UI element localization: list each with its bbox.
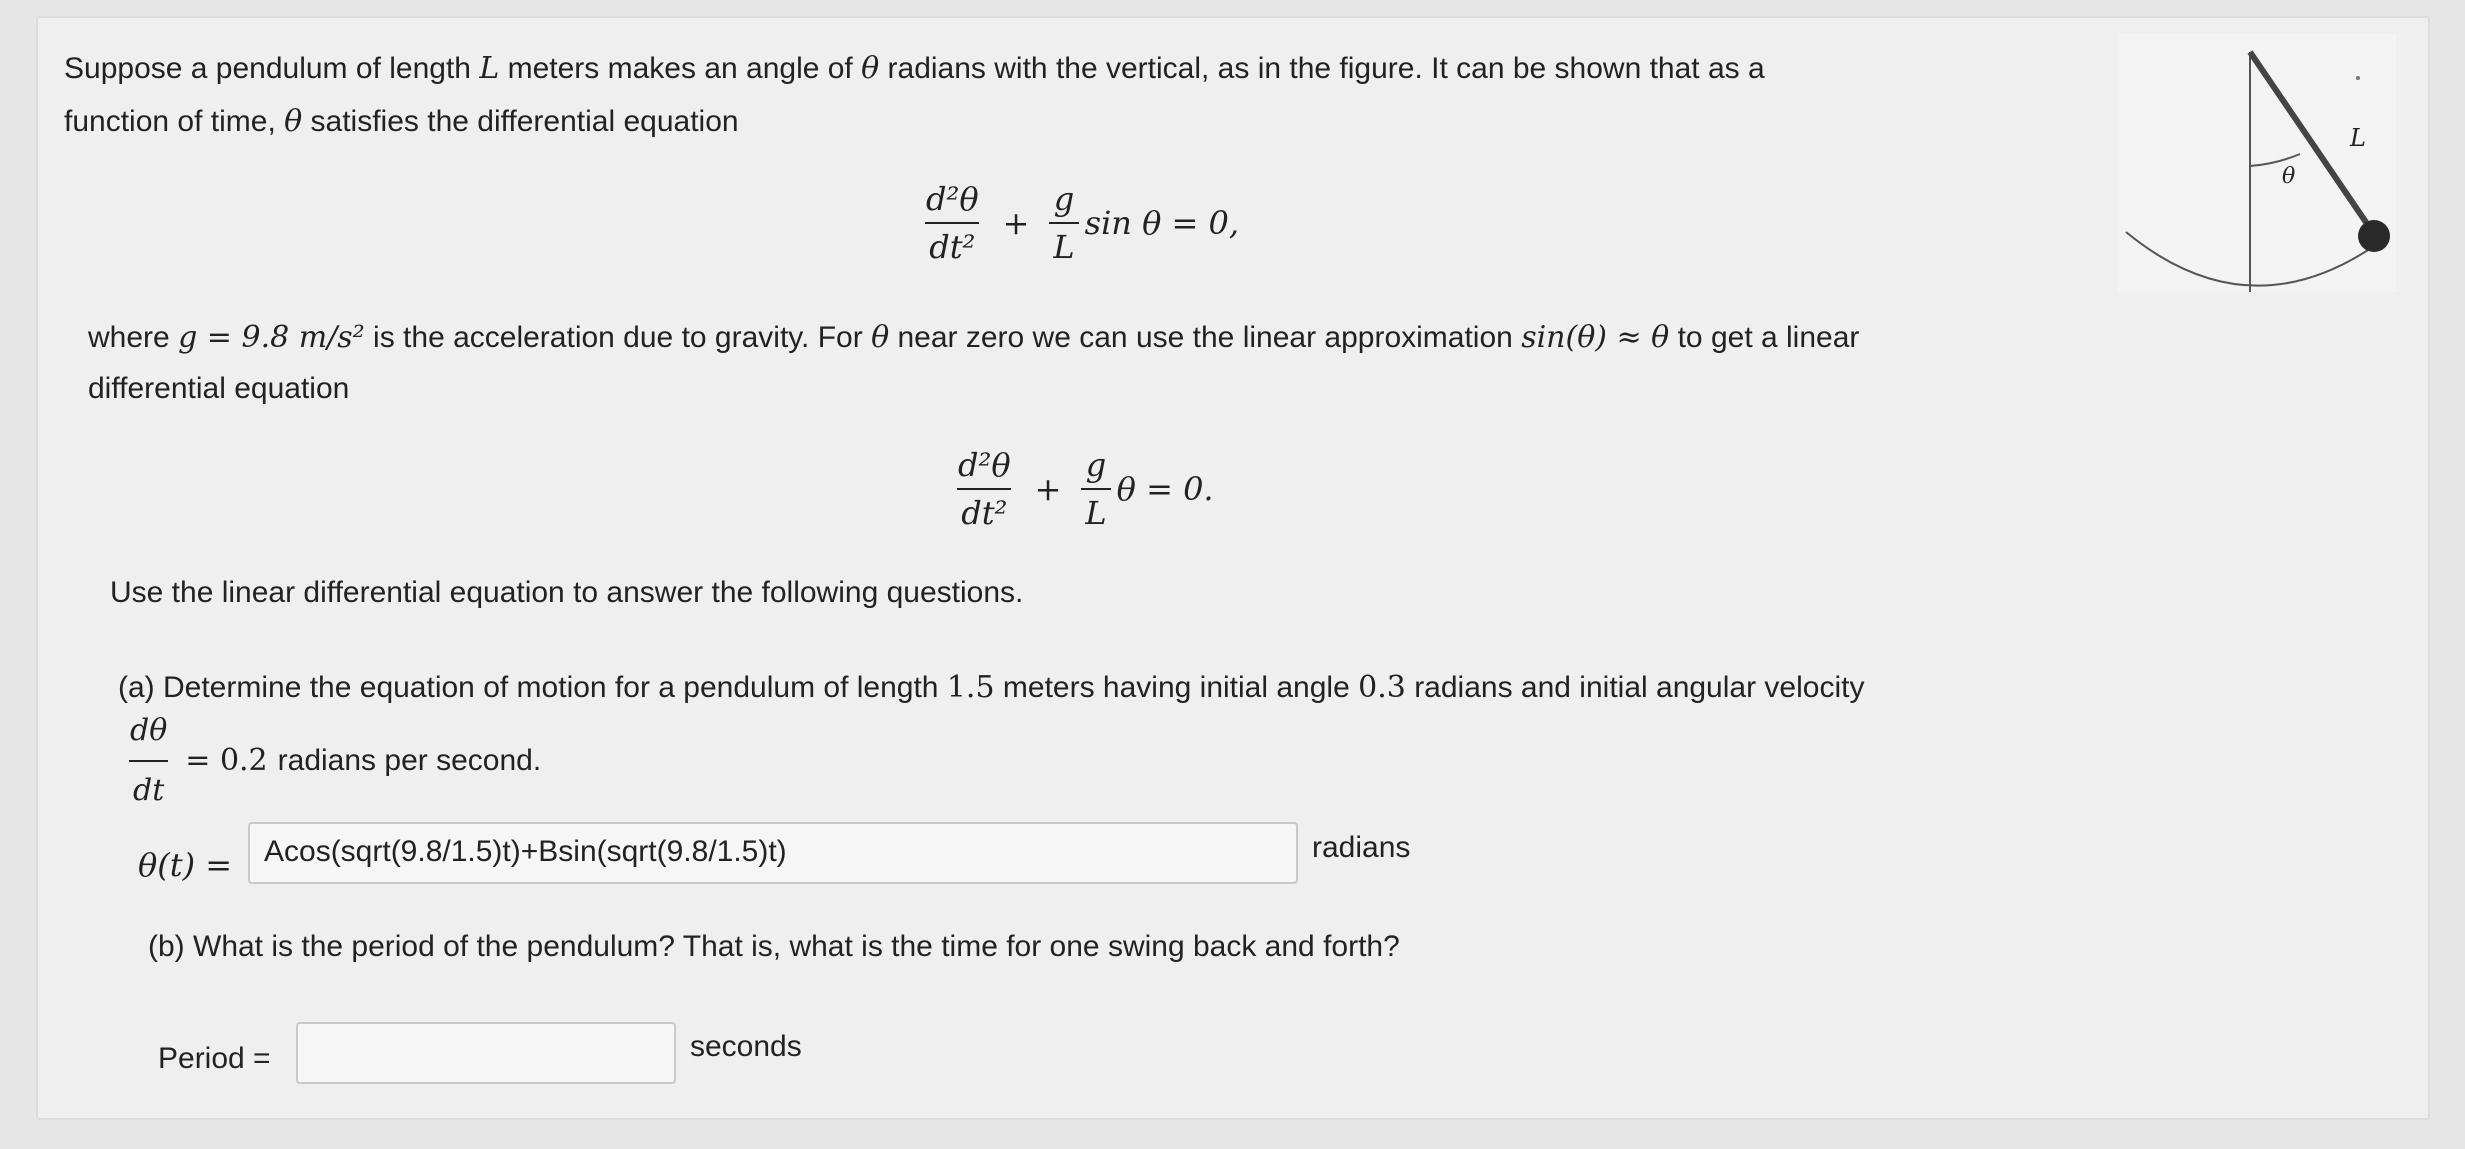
intro-text: Suppose a pendulum of length: [64, 52, 471, 85]
intro-line-2: [64, 97, 739, 147]
swing-arc: [2126, 232, 2380, 286]
intro-text: function of time,: [64, 105, 276, 138]
figure-theta-label: θ: [2282, 164, 2296, 189]
radians-units: radians: [1312, 831, 1411, 864]
period-label: Period =: [158, 1042, 271, 1075]
g-over-L-fraction: [1081, 446, 1110, 532]
period-answer-input[interactable]: [296, 1022, 676, 1084]
equation-tail: θ = 0.: [1116, 470, 1214, 508]
part-a-text: meters having initial angle: [1002, 671, 1350, 704]
where-text: near zero we can use the linear approximation: [897, 321, 1513, 354]
where-text: is the acceleration due to gravity. For: [373, 321, 863, 354]
part-a-text: radians and initial angular velocity: [1414, 671, 1865, 704]
fraction-numerator: g: [1053, 180, 1075, 218]
fraction-denominator: dt: [129, 760, 168, 816]
pendulum-figure: [2118, 34, 2396, 292]
theta-t-answer-input[interactable]: Acos(sqrt(9.8/1.5)t)+Bsin(sqrt(9.8/1.5)t): [248, 822, 1298, 884]
pendulum-bob: [2358, 220, 2390, 252]
where-text: where: [88, 321, 170, 354]
second-derivative-fraction: [922, 180, 983, 266]
pendulum-length: 1.5: [946, 670, 995, 705]
part-b-question: (b) What is the period of the pendulum? That is, what is the time for one swing back and forth?: [148, 930, 1400, 963]
fraction-numerator: g: [1085, 446, 1107, 484]
var-theta: θ: [861, 51, 880, 86]
var-theta: θ: [871, 320, 890, 355]
linear-approximation: sin(θ) ≈ θ: [1521, 320, 1670, 355]
fraction-denominator: L: [1081, 488, 1110, 532]
intro-text: satisfies the differential equation: [310, 105, 739, 138]
where-text: to get a linear: [1677, 321, 1860, 354]
instruction-text: Use the linear differential equation to answer the following questions.: [110, 576, 1024, 609]
linear-equation: [948, 446, 1214, 532]
fraction-numerator: d²θ: [958, 446, 1011, 484]
fraction-numerator: dθ: [130, 713, 168, 748]
pendulum-diagram: [2118, 34, 2396, 292]
gravity-value: g = 9.8 m/s²: [178, 320, 365, 355]
seconds-units: seconds: [690, 1030, 802, 1063]
plus-sign: +: [1002, 204, 1030, 242]
nonlinear-equation: [916, 180, 1239, 266]
where-line-2: differential equation: [88, 372, 350, 405]
var-theta: θ: [284, 104, 303, 139]
fraction-denominator: L: [1049, 222, 1078, 266]
intro-text: radians with the vertical, as in the figure. It can be shown that as a: [887, 52, 1765, 85]
equation-tail: sin θ = 0,: [1084, 204, 1240, 242]
dtheta-dt-fraction: [126, 706, 171, 816]
theta-t-label: θ(t) =: [138, 846, 233, 884]
dot-mark: [2356, 76, 2360, 80]
initial-velocity-value: = 0.2: [185, 743, 268, 778]
fraction-numerator: d²θ: [926, 180, 979, 218]
fraction-denominator: dt²: [957, 488, 1011, 532]
intro-text: meters makes an angle of: [507, 52, 853, 85]
part-a-velocity-line: [126, 706, 541, 816]
intro-line-1: [64, 44, 1765, 94]
figure-L-label: L: [2350, 124, 2366, 152]
var-L: L: [479, 51, 500, 86]
plus-sign: +: [1034, 470, 1062, 508]
g-over-L-fraction: [1049, 180, 1078, 266]
part-a-text: (a) Determine the equation of motion for a pendulum of length: [118, 671, 939, 704]
initial-angle: 0.3: [1358, 670, 1406, 705]
part-a-text: radians per second.: [277, 744, 542, 777]
second-derivative-fraction: [954, 446, 1015, 532]
fraction-denominator: dt²: [925, 222, 979, 266]
where-line-1: [88, 313, 1859, 363]
